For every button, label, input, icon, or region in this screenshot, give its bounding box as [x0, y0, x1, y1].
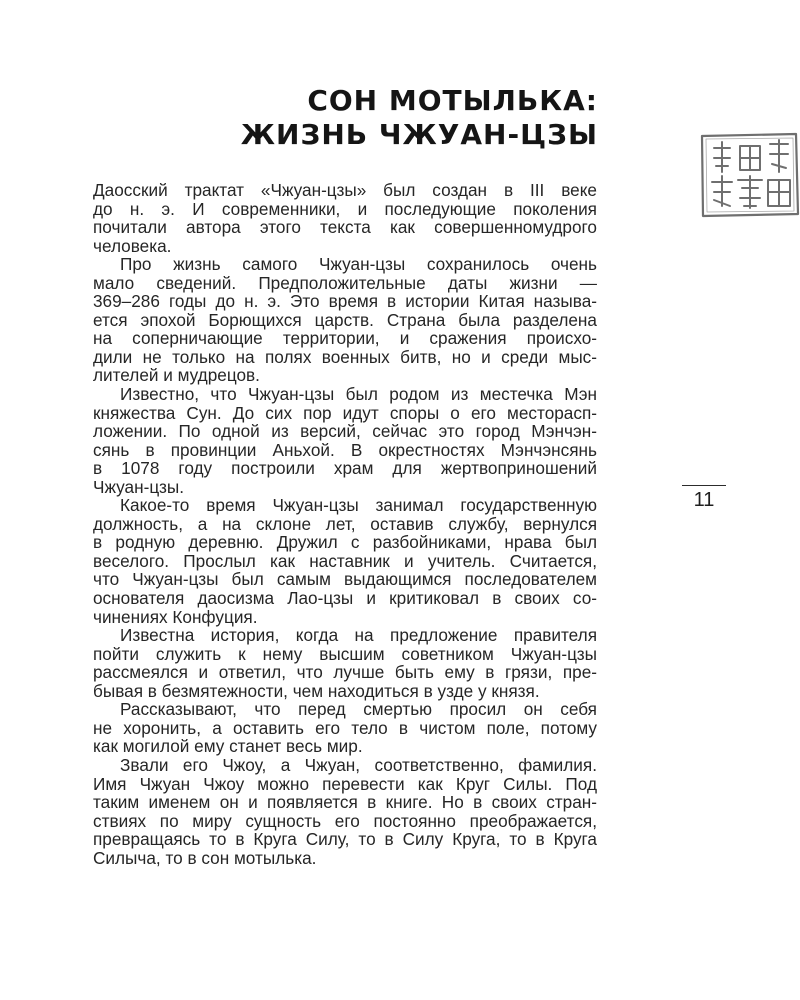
text-line: Известна история, когда на предложение правителя: [120, 625, 597, 646]
text-line: человека.: [93, 235, 172, 256]
text-line: дили не только на полях военных битв, но и среди мыс-: [93, 346, 597, 367]
page-number-rule: [682, 485, 726, 486]
text-line: ложении. По одной из версий, сейчас это город Мэнчэн-: [93, 421, 597, 442]
text-line: Про жизнь самого Чжуан-цзы сохранилось очень: [120, 254, 597, 275]
paragraph-2: [93, 255, 597, 385]
text-line: Звали его Чжоу, а Чжуан, соответственно, фамилия.: [120, 754, 597, 775]
text-line: в 1078 году построили храм для жертвоприношений: [93, 458, 597, 479]
paragraph-7: [93, 756, 597, 867]
text-line: Известно, что Чжуан-цзы был родом из местечка Мэн: [120, 384, 597, 405]
text-line: лителей и мудрецов.: [93, 365, 260, 386]
text-line: 369–286 годы до н. э. Это время в истории Китая называ-: [93, 291, 597, 312]
text-line: Рассказывают, что перед смертью просил он себя: [120, 699, 597, 720]
text-line: Какое-то время Чжуан-цзы занимал государственную: [120, 495, 597, 516]
paragraph-5: [93, 626, 597, 700]
chapter-title-line-2: ЖИЗНЬ ЧЖУАН-ЦЗЫ: [240, 118, 598, 151]
paragraph-6: [93, 700, 597, 756]
text-line: должность, а на склоне лет, оставив службу, вернулся: [93, 513, 597, 534]
text-line: таким именем он и появляется в книге. Но в своих стран-: [93, 792, 597, 813]
text-line: бывая в безмятежности, чем находиться в узде у князя.: [93, 680, 540, 701]
chapter-title-line-1: СОН МОТЫЛЬКА:: [307, 84, 598, 117]
text-line: сянь в провинции Аньхой. В окрестностях Мэнчэнсянь: [93, 439, 597, 460]
text-line: в родную деревню. Дружил с разбойниками, нрава был: [93, 532, 597, 553]
text-line: Чжуан-цзы.: [93, 476, 184, 497]
chapter-title: [241, 84, 598, 152]
paragraph-3: [93, 385, 597, 496]
paragraph-4: [93, 496, 597, 626]
chinese-seal-icon: [698, 128, 800, 220]
text-line: ется эпохой Борющихся царств. Страна была разделена: [93, 309, 597, 330]
text-line: на соперничающие территории, и сражения происхо-: [93, 328, 597, 349]
text-line: превращаясь то в Круга Силу, то в Силу Круга, то в Круга: [93, 829, 597, 850]
text-line: веселого. Прослыл как наставник и учитель. Считается,: [93, 550, 597, 571]
text-line: мало сведений. Предположительные даты жизни —: [93, 272, 597, 293]
text-line: ствиях по миру сущность его постоянно преображается,: [93, 810, 597, 831]
text-line: до н. э. И современники, и последующие поколения: [93, 198, 597, 219]
text-line: почитали автора этого текста как совершенномудрого: [93, 217, 597, 238]
text-line: Даосский трактат «Чжуан-цзы» был создан в III веке: [93, 180, 597, 200]
text-line: пойти служить к нему высшим советником Чжуан-цзы: [93, 643, 597, 664]
text-line: Имя Чжуан Чжоу можно перевести как Круг Силы. Под: [93, 773, 597, 794]
paragraph-1: [93, 181, 597, 255]
text-line: чинениях Конфуция.: [93, 606, 258, 627]
text-line: Силыча, то в сон мотылька.: [93, 847, 317, 868]
text-line: княжества Сун. До сих пор идут споры о его месторасп-: [93, 402, 597, 423]
text-line: основателя даосизма Лао-цзы и критиковал в своих со-: [93, 588, 597, 609]
page-number: 11: [693, 489, 715, 511]
text-line: рассмеялся и ответил, что лучше быть ему в грязи, пре-: [93, 662, 597, 683]
text-line: не хоронить, а оставить его тело в чистом поле, потому: [93, 717, 597, 738]
text-line: как могилой ему станет весь мир.: [93, 736, 363, 757]
chapter-body: [93, 181, 597, 867]
text-line: что Чжуан-цзы был самым выдающимся последователем: [93, 569, 597, 590]
